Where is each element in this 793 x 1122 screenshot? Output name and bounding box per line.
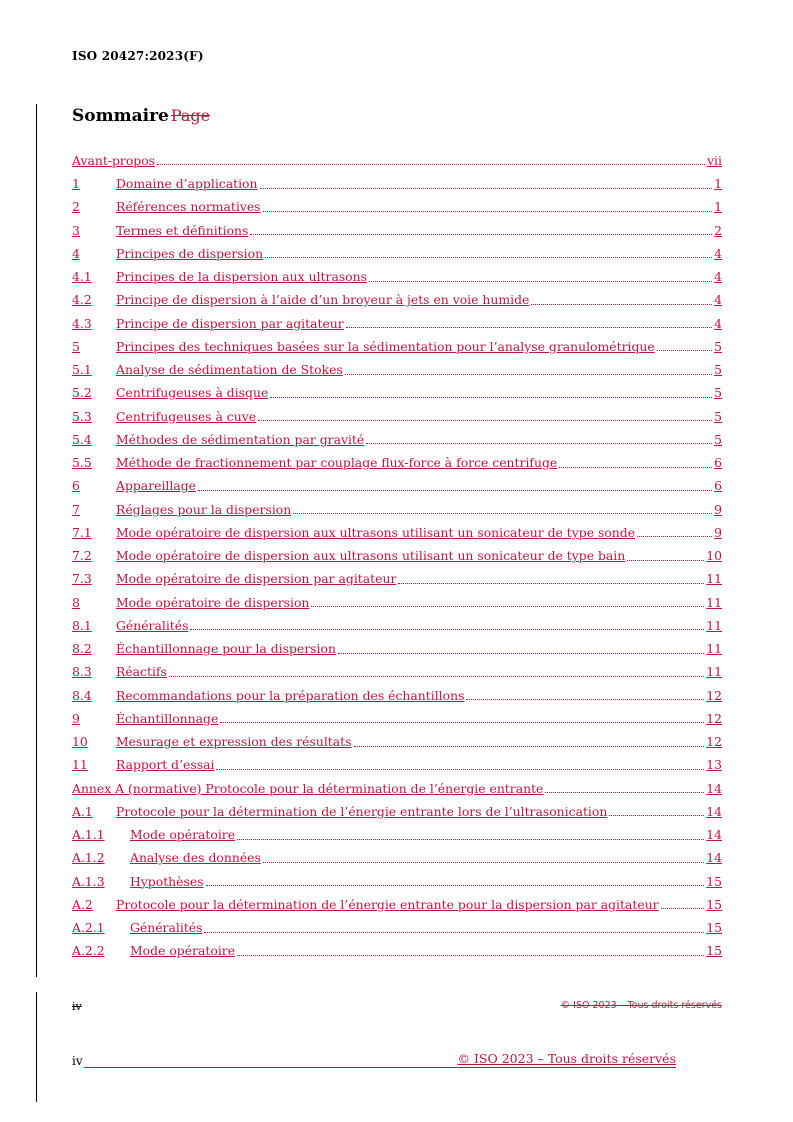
toc-entry-page: 9 bbox=[714, 524, 722, 540]
toc-leader-dots bbox=[258, 419, 712, 421]
toc-entry-title: Réglages pour la dispersion bbox=[116, 501, 292, 517]
toc-entry-number: 6 bbox=[72, 478, 80, 494]
toc-entry[interactable] bbox=[72, 772, 722, 795]
toc-entry-page: 11 bbox=[706, 594, 722, 610]
toc-entry[interactable] bbox=[72, 400, 722, 423]
toc-entry-number: 7.1 bbox=[72, 524, 92, 540]
toc-leader-dots bbox=[661, 907, 705, 909]
toc-entry[interactable] bbox=[72, 284, 722, 307]
toc-entry-number: 8.1 bbox=[72, 617, 92, 633]
toc-entry[interactable] bbox=[72, 632, 722, 655]
toc-leader-dots bbox=[237, 954, 704, 956]
toc-entry-title: Méthode de fractionnement par couplage flux-force à force centrifuge bbox=[116, 455, 558, 471]
toc-entry[interactable] bbox=[72, 167, 722, 190]
toc-entry-number: 3 bbox=[72, 222, 80, 238]
toc-entry[interactable] bbox=[72, 191, 722, 214]
toc-entry-title: Mode opératoire bbox=[130, 827, 236, 843]
toc-leader-dots bbox=[559, 466, 712, 468]
footer bbox=[72, 1052, 676, 1070]
toc-entry-title: Mode opératoire de dispersion bbox=[116, 594, 310, 610]
toc-entry-title: Rapport d’essai bbox=[116, 757, 215, 773]
toc-entry-number: A.2 bbox=[72, 896, 93, 912]
toc-entry-title: Réactifs bbox=[116, 664, 167, 680]
toc-leader-dots bbox=[398, 582, 704, 584]
toc-leader-dots bbox=[190, 628, 704, 630]
toc-leader-dots bbox=[220, 721, 704, 723]
toc-entry-number: A.1 bbox=[72, 803, 93, 819]
toc-entry-page: 4 bbox=[714, 269, 722, 285]
toc-entry[interactable] bbox=[72, 493, 722, 516]
toc-leader-dots bbox=[366, 442, 712, 444]
toc-entry-title: Hypothèses bbox=[130, 873, 204, 889]
toc-entry-title: Généralités bbox=[116, 617, 189, 633]
toc-entry[interactable] bbox=[72, 237, 722, 260]
toc-entry-page: vii bbox=[707, 152, 722, 168]
toc-leader-dots bbox=[198, 489, 712, 491]
toc-entry-page: 6 bbox=[714, 478, 722, 494]
toc-entry-page: 1 bbox=[714, 199, 722, 215]
toc-entry-page: 11 bbox=[706, 571, 722, 587]
toc-entry-title: Avant-propos bbox=[72, 152, 156, 168]
toc-entry-page: 15 bbox=[706, 896, 722, 912]
toc-entry-title: Analyse des données bbox=[130, 850, 261, 866]
toc-entry-number: 5.1 bbox=[72, 362, 92, 378]
toc-leader-dots bbox=[531, 303, 712, 305]
toc-entry-page: 15 bbox=[706, 920, 722, 936]
toc-entry-title: Échantillonnage pour la dispersion bbox=[116, 641, 336, 657]
toc-entry-number: A.2.2 bbox=[72, 943, 105, 959]
toc-entry-page: 11 bbox=[706, 641, 722, 657]
toc-entry-page: 4 bbox=[714, 245, 722, 261]
toc-entry[interactable] bbox=[72, 586, 722, 609]
footer-old-copyright: © ISO 2023 – Tous droits réservés bbox=[560, 1000, 722, 1011]
toc-entry-number: 9 bbox=[72, 710, 80, 726]
toc-entry-title: Principes de dispersion bbox=[116, 245, 264, 261]
toc-leader-dots bbox=[466, 698, 704, 700]
toc-entry-title: Principes de la dispersion aux ultrasons bbox=[116, 269, 367, 285]
toc-leader-dots bbox=[609, 814, 704, 816]
toc-entry[interactable] bbox=[72, 679, 722, 702]
toc-entry-page: 12 bbox=[706, 687, 722, 703]
toc-entry[interactable] bbox=[72, 307, 722, 330]
toc-entry-number: 8.2 bbox=[72, 641, 92, 657]
toc-entry-number: 5 bbox=[72, 338, 80, 354]
toc-entry[interactable] bbox=[72, 377, 722, 400]
toc-entry-page: 4 bbox=[714, 292, 722, 308]
toc-entry-page: 12 bbox=[706, 734, 722, 750]
toc-page-label: Page bbox=[170, 106, 211, 125]
toc-entry-page: 1 bbox=[714, 176, 722, 192]
toc-entry-page: 10 bbox=[706, 548, 722, 564]
toc-entry-number: 5.3 bbox=[72, 408, 92, 424]
toc-leader-dots bbox=[206, 884, 705, 886]
toc-entry[interactable] bbox=[72, 656, 722, 679]
toc-leader-dots bbox=[637, 535, 712, 537]
toc-leader-dots bbox=[169, 675, 704, 677]
toc-entry-number: A.1.3 bbox=[72, 873, 105, 889]
toc-entry-title: Protocole pour la détermination de l’énergie entrante pour la dispersion par agitateur bbox=[116, 896, 659, 912]
toc-leader-dots bbox=[263, 861, 704, 863]
toc-entry[interactable] bbox=[72, 330, 722, 353]
toc-leader-dots bbox=[545, 791, 704, 793]
toc-entry-page: 13 bbox=[706, 757, 722, 773]
toc-entry[interactable] bbox=[72, 423, 722, 446]
toc-entry-number: 2 bbox=[72, 199, 80, 215]
toc-entry-title: Annex A (normative) Protocole pour la détermination de l’énergie entrante bbox=[72, 780, 544, 796]
toc-entry-number: 11 bbox=[72, 757, 88, 773]
toc-entry[interactable] bbox=[72, 795, 722, 818]
toc-entry-title: Recommandations pour la préparation des échantillons bbox=[116, 687, 465, 703]
change-bar bbox=[36, 992, 37, 1102]
toc-entry-page: 11 bbox=[706, 664, 722, 680]
toc-entry[interactable] bbox=[72, 725, 722, 748]
toc-entry-number: 8 bbox=[72, 594, 80, 610]
toc-leader-dots bbox=[369, 280, 712, 282]
toc-leader-dots bbox=[216, 768, 704, 770]
toc-entry[interactable] bbox=[72, 888, 722, 911]
toc-entry-number: 8.4 bbox=[72, 687, 92, 703]
toc-leader-dots bbox=[346, 326, 712, 328]
toc-leader-dots bbox=[260, 187, 713, 189]
toc-entry[interactable] bbox=[72, 749, 722, 772]
toc-entry-page: 11 bbox=[706, 617, 722, 633]
footer-old-page-number: iv bbox=[72, 1000, 82, 1013]
toc-title: Sommaire bbox=[72, 106, 169, 126]
toc-entry-page: 14 bbox=[706, 780, 722, 796]
toc-leader-dots bbox=[263, 210, 713, 212]
toc-entry[interactable] bbox=[72, 144, 722, 167]
toc-entry[interactable] bbox=[72, 842, 722, 865]
toc-leader-dots bbox=[311, 605, 704, 607]
toc-entry-title: Échantillonnage bbox=[116, 710, 219, 726]
toc-entry-number: 8.3 bbox=[72, 664, 92, 680]
toc-entry-page: 5 bbox=[714, 431, 722, 447]
toc-entry-page: 5 bbox=[714, 385, 722, 401]
toc-entry-page: 5 bbox=[714, 338, 722, 354]
toc-entry-number: 4 bbox=[72, 245, 80, 261]
toc-leader-dots bbox=[657, 349, 712, 351]
toc-leader-dots bbox=[157, 163, 705, 165]
footer-page-number: iv bbox=[72, 1054, 83, 1068]
toc-entry-number: 7.2 bbox=[72, 548, 92, 564]
toc-entry-title: Mode opératoire de dispersion aux ultrasons utilisant un sonicateur de type bain bbox=[116, 548, 626, 564]
toc-entry-title: Centrifugeuses à disque bbox=[116, 385, 269, 401]
toc-entry-title: Protocole pour la détermination de l’énergie entrante lors de l’ultrasonication bbox=[116, 803, 608, 819]
toc-entry[interactable] bbox=[72, 516, 722, 539]
toc-entry-number: A.1.2 bbox=[72, 850, 105, 866]
toc-entry-number: 4.1 bbox=[72, 269, 92, 285]
toc-entry-page: 5 bbox=[714, 362, 722, 378]
toc-entry-number: 1 bbox=[72, 176, 80, 192]
toc-entry-page: 15 bbox=[706, 873, 722, 889]
toc-entry-title: Appareillage bbox=[116, 478, 196, 494]
toc-entry-page: 14 bbox=[706, 850, 722, 866]
toc-entry-number: 5.4 bbox=[72, 431, 92, 447]
toc-entry-page: 15 bbox=[706, 943, 722, 959]
toc-entry-title: Mode opératoire de dispersion aux ultrasons utilisant un sonicateur de type sonde bbox=[116, 524, 636, 540]
toc-leader-dots bbox=[270, 396, 712, 398]
toc-entry-number: 7.3 bbox=[72, 571, 92, 587]
toc-entry-title: Mesurage et expression des résultats bbox=[116, 734, 352, 750]
toc-leader-dots bbox=[265, 256, 712, 258]
toc-entry-page: 14 bbox=[706, 803, 722, 819]
toc-entry-title: Principe de dispersion à l’aide d’un broyeur à jets en voie humide bbox=[116, 292, 530, 308]
toc-entry-title: Domaine d’application bbox=[116, 176, 258, 192]
toc-entry[interactable] bbox=[72, 470, 722, 493]
toc-entry-title: Analyse de sédimentation de Stokes bbox=[116, 362, 343, 378]
toc-entry-page: 12 bbox=[706, 710, 722, 726]
toc-entry-title: Mode opératoire de dispersion par agitateur bbox=[116, 571, 397, 587]
toc-leader-dots bbox=[250, 233, 712, 235]
toc-entry-title: Références normatives bbox=[116, 199, 261, 215]
toc-entry-title: Principe de dispersion par agitateur bbox=[116, 315, 344, 331]
toc-entry-title: Mode opératoire bbox=[130, 943, 236, 959]
toc-entry[interactable] bbox=[72, 539, 722, 562]
table-of-contents bbox=[72, 144, 722, 958]
toc-entry[interactable] bbox=[72, 563, 722, 586]
toc-entry-number: 5.2 bbox=[72, 385, 92, 401]
toc-entry-number: 4.2 bbox=[72, 292, 92, 308]
toc-entry-page: 2 bbox=[714, 222, 722, 238]
toc-entry-number: A.2.1 bbox=[72, 920, 105, 936]
toc-entry-title: Centrifugeuses à cuve bbox=[116, 408, 257, 424]
toc-entry[interactable] bbox=[72, 446, 722, 469]
toc-entry[interactable] bbox=[72, 260, 722, 283]
toc-leader-dots bbox=[354, 745, 705, 747]
toc-leader-dots bbox=[237, 838, 704, 840]
toc-entry[interactable] bbox=[72, 702, 722, 725]
footer-rule bbox=[84, 1067, 676, 1068]
toc-entry-page: 9 bbox=[714, 501, 722, 517]
toc-entry-number: A.1.1 bbox=[72, 827, 105, 843]
toc-entry-number: 7 bbox=[72, 501, 80, 517]
toc-entry[interactable] bbox=[72, 865, 722, 888]
toc-entry[interactable] bbox=[72, 935, 722, 958]
toc-leader-dots bbox=[345, 373, 712, 375]
toc-entry-page: 5 bbox=[714, 408, 722, 424]
footer-copyright: © ISO 2023 – Tous droits réservés bbox=[457, 1051, 676, 1066]
toc-heading bbox=[72, 106, 210, 126]
document-code: ISO 20427:2023(F) bbox=[72, 49, 204, 63]
toc-entry-number: 5.5 bbox=[72, 455, 92, 471]
toc-entry[interactable] bbox=[72, 353, 722, 376]
toc-entry-title: Termes et définitions bbox=[116, 222, 249, 238]
toc-entry-title: Principes des techniques basées sur la sédimentation pour l’analyse granulométrique bbox=[116, 338, 655, 354]
change-bar bbox=[36, 104, 37, 977]
toc-entry-page: 4 bbox=[714, 315, 722, 331]
toc-entry-page: 14 bbox=[706, 827, 722, 843]
toc-entry-title: Généralités bbox=[130, 920, 203, 936]
toc-entry[interactable] bbox=[72, 818, 722, 841]
toc-entry[interactable] bbox=[72, 214, 722, 237]
toc-entry-title: Méthodes de sédimentation par gravité bbox=[116, 431, 365, 447]
toc-entry[interactable] bbox=[72, 609, 722, 632]
toc-leader-dots bbox=[627, 559, 704, 561]
toc-leader-dots bbox=[293, 512, 712, 514]
toc-entry-number: 4.3 bbox=[72, 315, 92, 331]
toc-entry[interactable] bbox=[72, 911, 722, 934]
toc-entry-page: 6 bbox=[714, 455, 722, 471]
toc-entry-number: 10 bbox=[72, 734, 88, 750]
toc-leader-dots bbox=[204, 931, 704, 933]
toc-leader-dots bbox=[338, 652, 704, 654]
